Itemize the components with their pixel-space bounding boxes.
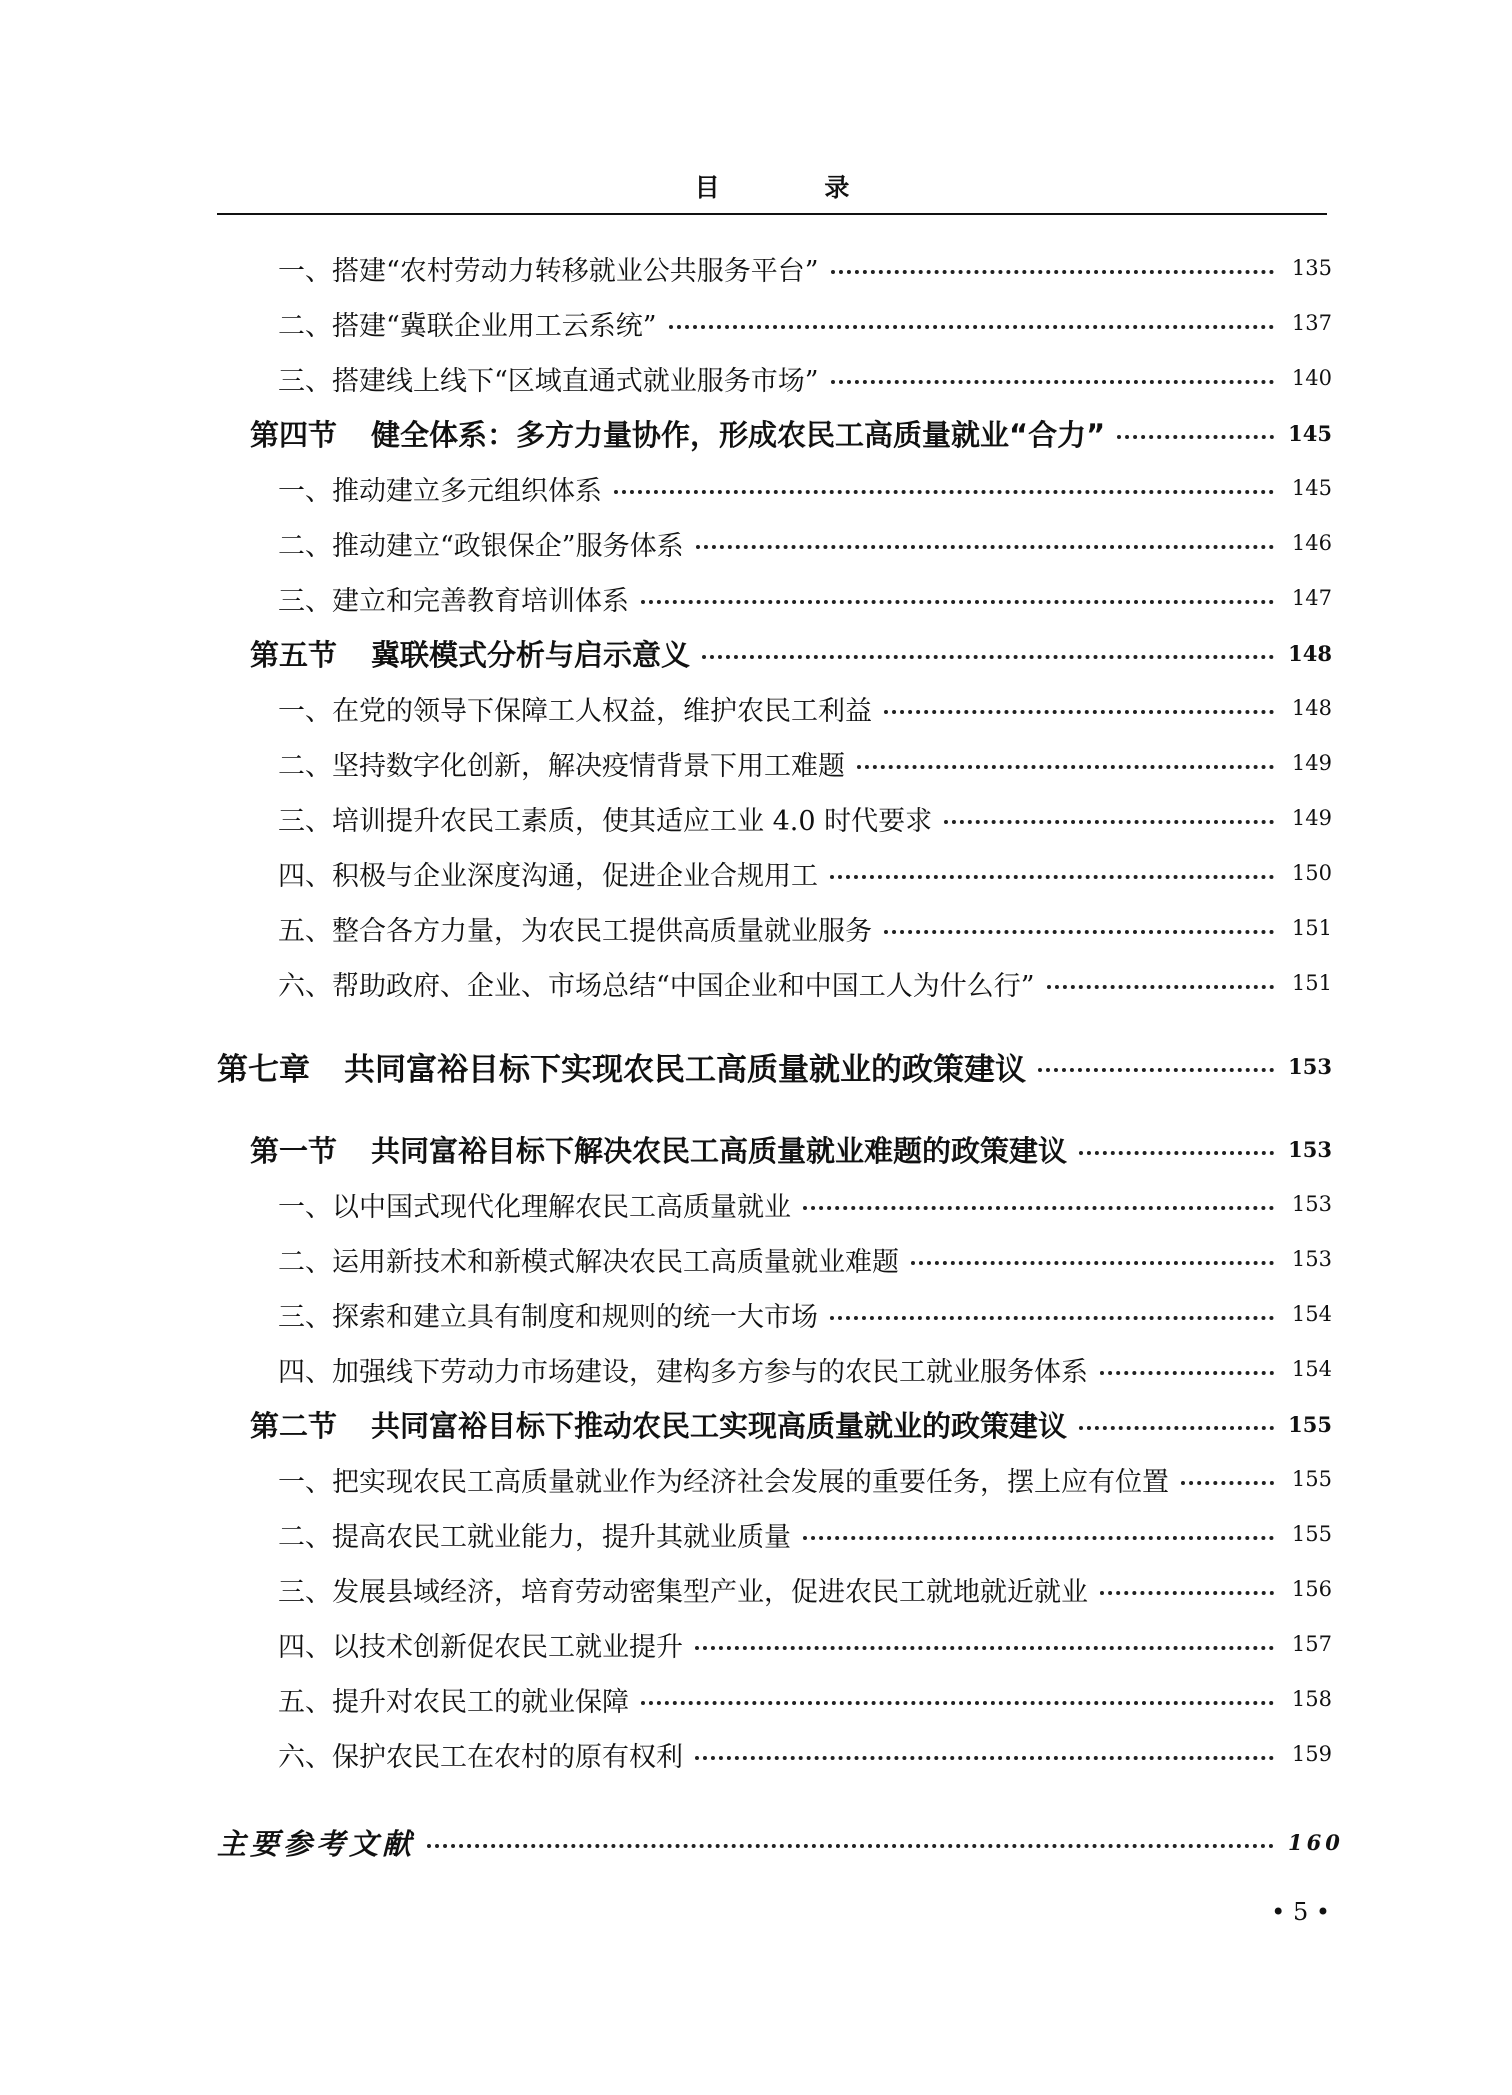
toc-entry-item bbox=[278, 463, 1332, 513]
dot-leader bbox=[1047, 985, 1274, 989]
toc-entry-text: 五、提升对农民工的就业保障 bbox=[278, 1686, 629, 1718]
dot-leader bbox=[884, 930, 1274, 934]
toc-entry-title bbox=[278, 1295, 818, 1334]
toc-entry-text: 六、保护农民工在农村的原有权利 bbox=[278, 1741, 683, 1773]
dot-leader bbox=[695, 1756, 1274, 1760]
dot-leader bbox=[911, 1261, 1274, 1265]
toc-entry-page: 158 bbox=[1291, 1687, 1332, 1711]
dot-leader bbox=[1181, 1481, 1274, 1485]
dot-leader bbox=[830, 1316, 1274, 1320]
dot-leader bbox=[427, 1844, 1274, 1848]
toc-entry-label: 第一节 bbox=[250, 1133, 338, 1168]
toc-entry-item bbox=[278, 1344, 1332, 1394]
toc-entry-title bbox=[250, 1129, 1067, 1170]
toc-entry-title bbox=[278, 249, 819, 288]
toc-entry-page: 155 bbox=[1291, 1467, 1332, 1491]
toc-entry-text: 二、运用新技术和新模式解决农民工高质量就业难题 bbox=[278, 1246, 899, 1278]
toc-entry-text: 三、探索和建立具有制度和规则的统一大市场 bbox=[278, 1301, 818, 1333]
dot-leader bbox=[695, 1646, 1274, 1650]
toc-entry-item bbox=[278, 683, 1332, 733]
toc-entry-title bbox=[278, 469, 602, 508]
toc-entry-title bbox=[278, 1240, 899, 1279]
toc-entry-label: 第五节 bbox=[250, 637, 338, 672]
dot-leader bbox=[1038, 1068, 1274, 1072]
dot-leader bbox=[1117, 435, 1274, 439]
toc-entry-page: 149 bbox=[1291, 806, 1332, 830]
toc-entry-text: 一、以中国式现代化理解农民工高质量就业 bbox=[278, 1191, 791, 1223]
toc-entry-label: 第四节 bbox=[250, 417, 338, 452]
toc-entry-text: 冀联模式分析与启示意义 bbox=[371, 637, 691, 672]
dot-leader bbox=[1100, 1591, 1274, 1595]
toc-entry-title bbox=[278, 524, 684, 563]
toc-entry-page: 135 bbox=[1291, 256, 1332, 280]
toc-entry-text: 二、搭建“冀联企业用工云系统” bbox=[278, 310, 657, 342]
toc-entry-page: 156 bbox=[1291, 1577, 1332, 1601]
toc-entry-page: 147 bbox=[1291, 586, 1332, 610]
toc-entry-title bbox=[278, 1350, 1088, 1389]
toc-entry-text: 主要参考文献 bbox=[217, 1826, 416, 1861]
running-header: 目 录 bbox=[694, 173, 898, 202]
toc-entry-page: 155 bbox=[1291, 1522, 1332, 1546]
toc-entry-title bbox=[278, 579, 629, 618]
dot-leader bbox=[803, 1536, 1274, 1540]
toc-entry-title bbox=[278, 1460, 1169, 1499]
dot-leader bbox=[857, 765, 1274, 769]
dot-leader bbox=[669, 325, 1274, 329]
toc-entry-title bbox=[250, 413, 1105, 454]
toc-entry-page: 159 bbox=[1291, 1742, 1332, 1766]
toc-entry-page: 145 bbox=[1291, 476, 1332, 500]
toc-entry-chapter bbox=[217, 1041, 1332, 1091]
toc-entry-title bbox=[278, 964, 1035, 1003]
toc-entry-text: 共同富裕目标下推动农民工实现高质量就业的政策建议 bbox=[371, 1408, 1068, 1443]
dot-leader bbox=[884, 710, 1274, 714]
toc-entry-item bbox=[278, 1564, 1332, 1614]
toc-entry-label: 第二节 bbox=[250, 1408, 338, 1443]
toc-entry-section bbox=[250, 1124, 1332, 1174]
toc-entry-item bbox=[278, 1234, 1332, 1284]
toc-entry-title bbox=[250, 1404, 1067, 1445]
dot-leader bbox=[944, 820, 1274, 824]
dot-leader bbox=[803, 1206, 1274, 1210]
toc-entry-title bbox=[278, 689, 872, 728]
dot-leader bbox=[1079, 1426, 1274, 1430]
dot-leader bbox=[641, 600, 1274, 604]
dot-leader bbox=[696, 545, 1274, 549]
toc-entry-item bbox=[278, 1179, 1332, 1229]
toc-entry-page: 154 bbox=[1291, 1302, 1332, 1326]
toc-entry-text: 共同富裕目标下解决农民工高质量就业难题的政策建议 bbox=[371, 1133, 1068, 1168]
dot-leader bbox=[1079, 1151, 1274, 1155]
toc-entry-page: 160 bbox=[1288, 1829, 1344, 1855]
toc-entry-page: 153 bbox=[1288, 1053, 1332, 1079]
toc-entry-text: 一、推动建立多元组织体系 bbox=[278, 475, 602, 507]
toc-entry-page: 153 bbox=[1291, 1247, 1332, 1271]
toc-entry-text: 四、以技术创新促农民工就业提升 bbox=[278, 1631, 683, 1663]
dot-leader bbox=[830, 875, 1274, 879]
toc-entry-text: 二、提高农民工就业能力，提升其就业质量 bbox=[278, 1521, 791, 1553]
toc-entry-page: 151 bbox=[1291, 916, 1332, 940]
toc-entry-page: 153 bbox=[1291, 1192, 1332, 1216]
dot-leader bbox=[641, 1701, 1274, 1705]
toc-entry-item bbox=[278, 1674, 1332, 1724]
toc-entry-page: 155 bbox=[1288, 1411, 1332, 1437]
dot-leader bbox=[702, 655, 1274, 659]
dot-leader bbox=[1100, 1371, 1274, 1375]
toc-entry-title bbox=[217, 1822, 415, 1863]
toc-entry-page: 140 bbox=[1291, 366, 1332, 390]
dot-leader bbox=[831, 270, 1274, 274]
toc-entry-page: 148 bbox=[1288, 640, 1332, 666]
toc-entry-title bbox=[278, 1625, 683, 1664]
toc-entry-page: 157 bbox=[1291, 1632, 1332, 1656]
toc-entry-title bbox=[250, 633, 690, 674]
dot-leader bbox=[831, 380, 1274, 384]
toc-entry-title bbox=[217, 1044, 1026, 1089]
toc-entry-text: 三、搭建线上线下“区域直通式就业服务市场” bbox=[278, 365, 819, 397]
toc-entry-title bbox=[278, 1680, 629, 1719]
toc-entry-item bbox=[278, 958, 1332, 1008]
toc-entry-page: 137 bbox=[1291, 311, 1332, 335]
toc-entry-text: 一、搭建“农村劳动力转移就业公共服务平台” bbox=[278, 255, 819, 287]
toc-entry-text: 四、加强线下劳动力市场建设，建构多方参与的农民工就业服务体系 bbox=[278, 1356, 1088, 1388]
toc-entry-section bbox=[250, 1399, 1332, 1449]
toc-entry-page: 145 bbox=[1288, 420, 1332, 446]
toc-entry-section bbox=[250, 628, 1332, 678]
toc-entry-title bbox=[278, 1735, 683, 1774]
toc-entry-text: 三、发展县域经济，培育劳动密集型产业，促进农民工就地就近就业 bbox=[278, 1576, 1088, 1608]
toc-entry-text: 三、建立和完善教育培训体系 bbox=[278, 585, 629, 617]
toc-entry-title bbox=[278, 1185, 791, 1224]
toc-entry-text: 一、把实现农民工高质量就业作为经济社会发展的重要任务，摆上应有位置 bbox=[278, 1466, 1169, 1498]
toc-entry-item bbox=[278, 793, 1332, 843]
toc-entry-text: 四、积极与企业深度沟通，促进企业合规用工 bbox=[278, 860, 818, 892]
toc-entry-page: 146 bbox=[1291, 531, 1332, 555]
toc-entry-text: 共同富裕目标下实现农民工高质量就业的政策建议 bbox=[344, 1051, 1026, 1088]
toc-entry-item bbox=[278, 1289, 1332, 1339]
toc-entry-item bbox=[278, 848, 1332, 898]
toc-entry-page: 148 bbox=[1291, 696, 1332, 720]
toc-entry-section bbox=[250, 408, 1332, 458]
toc-entry-item bbox=[278, 1619, 1332, 1669]
dot-leader bbox=[614, 490, 1274, 494]
toc-entry-item bbox=[278, 243, 1332, 293]
toc-entry-text: 二、坚持数字化创新，解决疫情背景下用工难题 bbox=[278, 750, 845, 782]
toc-entry-page: 151 bbox=[1291, 971, 1332, 995]
toc-entry-page: 149 bbox=[1291, 751, 1332, 775]
toc-entry-page: 153 bbox=[1288, 1136, 1332, 1162]
toc-entry-title bbox=[278, 1570, 1088, 1609]
toc-entry-item bbox=[278, 353, 1332, 403]
toc-entry-text: 三、培训提升农民工素质，使其适应工业 4.0 时代要求 bbox=[278, 805, 933, 837]
toc-entry-title bbox=[278, 304, 657, 343]
toc-entry-item bbox=[278, 738, 1332, 788]
toc-entry-text: 二、推动建立“政银保企”服务体系 bbox=[278, 530, 684, 562]
toc-entry-item bbox=[278, 518, 1332, 568]
toc-entry-page: 154 bbox=[1291, 1357, 1332, 1381]
toc-entry-title bbox=[278, 1515, 791, 1554]
toc-entry-text: 五、整合各方力量，为农民工提供高质量就业服务 bbox=[278, 915, 872, 947]
toc-entry-item bbox=[278, 573, 1332, 623]
toc-entry-item bbox=[278, 1509, 1332, 1559]
toc-entry-refs bbox=[217, 1817, 1344, 1867]
toc-entry-title bbox=[278, 744, 845, 783]
toc-entry-item bbox=[278, 903, 1332, 953]
toc-entry-text: 六、帮助政府、企业、市场总结“中国企业和中国工人为什么行” bbox=[278, 970, 1035, 1002]
toc-entry-text: 健全体系：多方力量协作，形成农民工高质量就业“合力” bbox=[371, 417, 1106, 452]
toc-entry-item bbox=[278, 298, 1332, 348]
toc-entry-title bbox=[278, 909, 872, 948]
toc-entry-title bbox=[278, 854, 818, 893]
toc-entry-title bbox=[278, 359, 819, 398]
toc-entry-label: 第七章 bbox=[217, 1051, 310, 1088]
toc-entry-text: 一、在党的领导下保障工人权益，维护农民工利益 bbox=[278, 695, 872, 727]
toc-entry-item bbox=[278, 1729, 1332, 1779]
page-number: • 5 • bbox=[1271, 1898, 1330, 1926]
toc-entry-title bbox=[278, 799, 932, 838]
toc-entry-item bbox=[278, 1454, 1332, 1504]
toc-entry-page: 150 bbox=[1291, 861, 1332, 885]
